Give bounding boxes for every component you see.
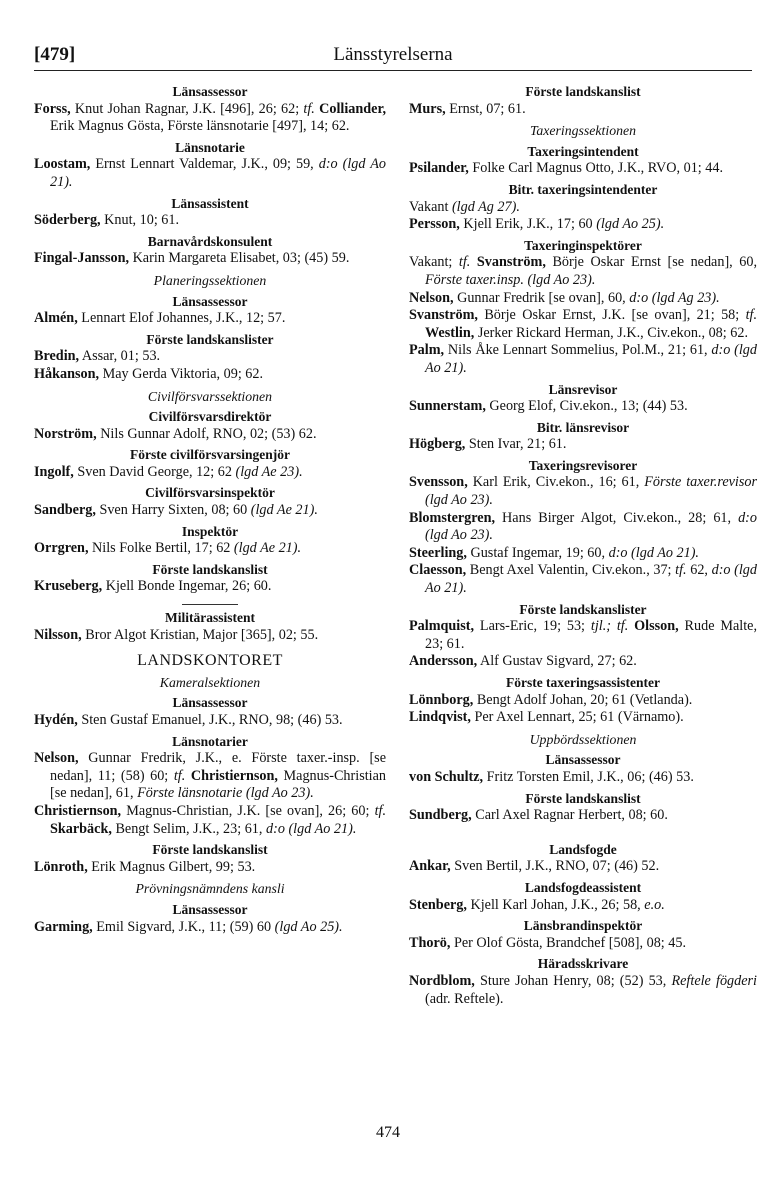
list-item: [409, 199, 757, 217]
section: [34, 841, 386, 876]
position-heading: Länsbrandinspektör: [523, 918, 643, 934]
person-name: Svanström,: [476, 254, 546, 271]
section: [34, 523, 386, 558]
list-item: [409, 216, 757, 234]
person-name: Colliander,: [319, 100, 386, 117]
section: [34, 733, 386, 839]
section: [409, 83, 757, 118]
acting-marker: tf.: [675, 562, 691, 579]
section: [34, 652, 386, 729]
entry-text: Folke Carl Magnus Otto, J.K., RVO, 01; 44.: [468, 160, 724, 177]
position-heading: Länsassessor: [545, 752, 621, 768]
person-name: Garming,: [34, 918, 93, 935]
left-column: [34, 80, 386, 939]
list-item: [409, 692, 757, 710]
person-name: Fingal-Jansson,: [34, 250, 130, 267]
entry-text: Per Olof Gösta, Brandchef [508], 08; 45.: [450, 934, 687, 951]
position-heading: Inspektör: [181, 523, 239, 539]
list-item: [409, 545, 757, 563]
entry-note: (lgd Ao 25).: [596, 216, 665, 233]
entry-text: Kjell Bonde Ingemar, 26; 60.: [102, 578, 272, 595]
position-heading: Förste landskanslister: [146, 331, 274, 347]
section: [34, 233, 386, 268]
page-number: 474: [376, 1124, 400, 1141]
spacer: [409, 828, 757, 838]
position-heading: Landsfogdeassistent: [524, 879, 642, 895]
entry-text: Bengt Selim, J.K., 23; 61,: [111, 820, 266, 837]
person-name: Almén,: [34, 310, 78, 327]
entry-text: Nils Folke Bertil, 17; 62: [88, 540, 234, 557]
entry-text: Magnus-Christian [se nedan], 61,: [50, 767, 386, 802]
list-item: [34, 803, 386, 838]
person-name: Nordblom,: [409, 972, 475, 989]
position-heading: Länsnotarie: [175, 139, 245, 155]
list-item: [34, 426, 386, 444]
list-item: [409, 510, 757, 545]
person-name: Nelson,: [34, 750, 79, 767]
section: [409, 457, 757, 598]
person-name: Svensson,: [409, 474, 468, 491]
position-heading: Militärassistent: [165, 610, 255, 626]
acting-marker: tf.: [303, 100, 320, 117]
list-item: [409, 973, 757, 1008]
position-heading: Länsassessor: [172, 84, 248, 99]
person-name: Persson,: [409, 216, 460, 233]
section: [409, 955, 757, 1008]
subsection-heading: Taxeringssektionen: [529, 123, 637, 139]
list-item: [34, 212, 386, 230]
position-heading: Förste landskanslist: [525, 790, 641, 806]
person-name: Bredin,: [34, 348, 80, 365]
section: [34, 484, 386, 519]
person-name: Norström,: [34, 425, 97, 442]
entry-text: Alf Gustav Sigvard, 27; 62.: [477, 653, 637, 670]
entry-text: Lars-Eric, 19; 53;: [474, 618, 591, 635]
entry-text: Sven Bertil, J.K., RNO, 07; (46) 52.: [450, 858, 660, 875]
entry-text: Sten Ivar, 21; 61.: [465, 436, 567, 453]
entry-text: Magnus-Christian, J.K. [se ovan], 26; 60;: [121, 802, 375, 819]
entry-note: d:o (lgd Ag 23).: [629, 289, 720, 306]
entry-text: Bengt Adolf Johan, 20; 61 (Vetlanda).: [473, 691, 693, 708]
position-heading: Förste landskanslist: [152, 561, 268, 577]
person-name: Palmquist,: [409, 618, 475, 635]
entry-text: Carl Axel Ragnar Herbert, 08; 60.: [471, 807, 668, 824]
entry-text: Sten Gustaf Emanuel, J.K., RNO, 98; (46) 53.: [77, 712, 343, 728]
list-item: [34, 919, 386, 937]
person-name: Lindqvist,: [409, 709, 471, 726]
entry-note: d:o (lgd Ao 23).: [425, 509, 757, 544]
position-heading: Förste landskanslist: [152, 842, 268, 858]
list-item: [34, 859, 386, 877]
entry-text: Börje Oskar Ernst [se nedan], 60,: [545, 254, 758, 271]
entry-text: Georg Elof, Civ.ekon., 13; (44) 53.: [485, 398, 688, 415]
person-name: Nilsson,: [34, 626, 82, 643]
section: [409, 828, 757, 876]
entry-text: Nils Gunnar Adolf, RNO, 02; (53) 62.: [96, 425, 317, 442]
section: [409, 674, 757, 727]
entry-text: Ernst, 07; 61.: [445, 100, 526, 117]
list-item: [34, 366, 386, 384]
position-heading: Landsfogde: [549, 841, 617, 857]
list-item: [34, 627, 386, 645]
person-name: Håkanson,: [34, 365, 100, 382]
entry-note: d:o (lgd Ao 21).: [425, 342, 757, 376]
section: [409, 790, 757, 825]
entry-text: Kjell Karl Johan, J.K., 26; 58,: [466, 896, 645, 913]
entry-text: Vakant;: [409, 254, 459, 271]
person-name: Lönroth,: [34, 858, 88, 875]
entry-note: Förste länsnotarie (lgd Ao 23).: [137, 785, 314, 802]
list-item: [409, 769, 757, 787]
entry-note: (lgd Ae 23).: [235, 463, 303, 480]
entry-text: (adr. Reftele).: [425, 990, 504, 1007]
section: [34, 83, 386, 136]
list-item: [34, 348, 386, 366]
office-heading: LANDSKONTORET: [137, 652, 283, 670]
entry-text: Gunnar Fredrik [se ovan], 60,: [453, 289, 630, 306]
position-heading: Förste landskanslist: [525, 84, 641, 99]
list-item: [409, 562, 757, 597]
entry-text: Rude Malte, 23; 61.: [425, 618, 757, 652]
person-name: Svanström,: [409, 307, 478, 324]
entry-text: Jerker Rickard Herman, J.K., Civ.ekon., 08; 62.: [474, 324, 748, 341]
section: [409, 879, 757, 914]
section: [409, 601, 757, 671]
section: [409, 181, 757, 234]
section: [34, 561, 386, 596]
person-name: Ankar,: [409, 858, 451, 875]
person-name: Loostam,: [34, 156, 91, 173]
person-name: Christiernson,: [34, 802, 122, 819]
section: [409, 731, 757, 787]
person-name: von Schultz,: [409, 768, 484, 785]
position-heading: Bitr. länsrevisor: [536, 419, 630, 435]
person-name: Blomstergren,: [409, 509, 496, 526]
list-item: [409, 290, 757, 308]
acting-marker: tf.: [173, 767, 191, 784]
entry-note: (lgd Ao 25).: [274, 918, 343, 935]
list-item: [34, 101, 386, 136]
entry-text: Bror Algot Kristian, Major [365], 02; 55.: [81, 626, 319, 643]
list-item: [409, 807, 757, 825]
list-item: [34, 540, 386, 558]
person-name: Thorö,: [409, 934, 451, 951]
list-item: [34, 156, 386, 191]
person-name: Westlin,: [425, 324, 475, 341]
person-name: Hydén,: [34, 712, 78, 728]
list-item: [34, 250, 386, 268]
position-heading: Länsassistent: [171, 195, 249, 211]
person-name: Orrgren,: [34, 540, 89, 557]
list-item: [34, 712, 386, 730]
list-item: [409, 935, 757, 953]
entry-text: Börje Oskar Ernst, J.K. [se ovan], 21; 58;: [477, 307, 746, 324]
entry-text: Knut, 10; 61.: [100, 212, 180, 229]
person-name: Kruseberg,: [34, 578, 103, 595]
header-rule: [34, 70, 752, 71]
list-item: [34, 310, 386, 328]
entry-text: Karl Erik, Civ.ekon., 16; 61,: [467, 474, 645, 491]
entry-text: Lennart Elof Johannes, J.K., 12; 57.: [77, 310, 286, 327]
subsection-heading: Planeringssektionen: [153, 272, 267, 288]
person-name: Palm,: [409, 342, 445, 359]
person-name: Murs,: [409, 100, 446, 117]
list-item: [409, 307, 757, 342]
entry-note: d:o (lgd Ao 21).: [608, 544, 699, 561]
entry-note: d:o (lgd Ao 21).: [425, 562, 757, 597]
entry-text: Vakant: [409, 198, 452, 215]
list-item: [409, 101, 757, 119]
section: [34, 195, 386, 230]
entry-text: Ernst Lennart Valdemar, J.K., 09; 59,: [90, 156, 319, 173]
list-item: [34, 464, 386, 482]
subsection-heading: Kameralsektionen: [159, 674, 261, 690]
entry-text: May Gerda Viktoria, 09; 62.: [99, 365, 264, 382]
position-heading: Förste landskanslister: [519, 601, 647, 617]
person-name: Lönnborg,: [409, 691, 474, 708]
position-heading: Barnavårdskonsulent: [147, 233, 273, 249]
entry-text: Gunnar Fredrik, J.K., e. Förste taxer.-insp. [se nedan], 11; (58) 60;: [50, 750, 386, 784]
person-name: Andersson,: [409, 653, 478, 670]
entry-text: Sture Johan Henry, 08; (52) 53,: [474, 972, 672, 989]
entry-note: (lgd Ag 27).: [451, 198, 520, 215]
position-heading: Civilförsvarsinspektör: [145, 485, 275, 501]
person-name: Högberg,: [409, 436, 466, 453]
position-heading: Förste civilförsvarsingenjör: [129, 447, 291, 463]
entry-note: (lgd Ae 21).: [233, 540, 302, 557]
running-title: Länsstyrelserna: [333, 44, 453, 65]
list-item: [409, 653, 757, 671]
list-item: [409, 342, 757, 377]
separator-rule: [182, 604, 238, 605]
entry-note: Förste taxer.insp. (lgd Ao 23).: [425, 271, 596, 288]
position-heading: Länsassessor: [172, 695, 248, 711]
list-item: [409, 160, 757, 178]
person-name: Sundberg,: [409, 807, 472, 824]
section: [409, 419, 757, 454]
list-item: [409, 474, 757, 509]
entry-text: Erik Magnus Gösta, Förste länsnotarie [497], 14; 62.: [50, 118, 350, 135]
entry-text: Nils Åke Lennart Sommelius, Pol.M., 21; 61,: [444, 342, 712, 359]
person-name: Söderberg,: [34, 212, 101, 229]
section: [34, 272, 386, 328]
position-heading: Taxeringsintendent: [527, 143, 639, 159]
position-heading: Länsrevisor: [548, 381, 618, 397]
list-item: [409, 618, 757, 653]
person-name: Ingolf,: [34, 463, 74, 480]
right-column: [409, 80, 757, 1011]
position-heading: Taxeringinspektörer: [524, 237, 642, 253]
list-item: [409, 436, 757, 454]
list-item: [409, 709, 757, 727]
person-name: Sunnerstam,: [409, 398, 486, 415]
entry-note: e.o.: [644, 896, 665, 913]
list-item: [34, 750, 386, 803]
entry-text: Knut Johan Ragnar, J.K. [496], 26; 62;: [70, 100, 304, 117]
section: [34, 388, 386, 444]
page-header: [34, 44, 752, 68]
section: [34, 446, 386, 481]
position-heading: Länsassessor: [172, 293, 248, 309]
position-heading: Länsassessor: [172, 901, 248, 917]
entry-text: Sven David George, 12; 62: [73, 463, 236, 480]
acting-marker: tf.: [374, 802, 386, 819]
entry-text: Karin Margareta Elisabet, 03; (45) 59.: [129, 250, 350, 267]
entry-text: Gustaf Ingemar, 19; 60,: [466, 544, 609, 561]
section: [34, 880, 386, 936]
subsection-heading: Prövningsnämndens kansli: [135, 881, 285, 897]
position-heading: Civilförsvarsdirektör: [148, 409, 272, 425]
position-heading: Bitr. taxeringsintendenter: [508, 181, 658, 197]
entry-text: 62,: [690, 562, 712, 579]
section: [409, 237, 757, 378]
entry-note: (lgd Ae 21).: [250, 502, 318, 519]
section-number: [479]: [34, 44, 76, 65]
entry-note: d:o (lgd Ao 21).: [266, 820, 357, 837]
section: [34, 604, 386, 644]
person-name: Claesson,: [409, 562, 467, 579]
list-item: [34, 578, 386, 596]
acting-marker: tf.: [458, 254, 477, 271]
section: [409, 917, 757, 952]
entry-text: Hans Birger Algot, Civ.ekon., 28; 61,: [495, 509, 739, 526]
person-name: Steerling,: [409, 544, 467, 561]
entry-text: Erik Magnus Gilbert, 99; 53.: [87, 858, 256, 875]
subsection-heading: Civilförsvarssektionen: [147, 388, 273, 404]
acting-marker: tjl.; tf.: [590, 618, 635, 635]
list-item: [409, 254, 757, 289]
list-item: [409, 858, 757, 876]
entry-text: Sven Harry Sixten, 08; 60: [95, 502, 251, 519]
entry-note: Reftele fögderi: [671, 972, 757, 989]
position-heading: Förste taxeringsassistenter: [505, 675, 661, 690]
list-item: [409, 398, 757, 416]
position-heading: Taxeringsrevisorer: [528, 457, 638, 473]
position-heading: Häradsskrivare: [537, 956, 629, 972]
acting-marker: tf.: [745, 307, 757, 324]
entry-text: Assar, 01; 53.: [79, 348, 161, 365]
section: [409, 122, 757, 178]
entry-text: Per Axel Lennart, 25; 61 (Värnamo).: [470, 709, 684, 726]
person-name: Psilander,: [409, 160, 469, 177]
section: [34, 331, 386, 384]
entry-text: Fritz Torsten Emil, J.K., 06; (46) 53.: [483, 768, 694, 785]
person-name: Skarbäck,: [50, 820, 112, 837]
person-name: Sandberg,: [34, 502, 96, 519]
person-name: Stenberg,: [409, 896, 467, 913]
person-name: Nelson,: [409, 289, 454, 306]
person-name: Forss,: [34, 100, 71, 117]
person-name: Christiernson,: [190, 767, 278, 784]
entry-text: Bengt Axel Valentin, Civ.ekon., 37;: [466, 562, 676, 579]
list-item: [409, 897, 757, 915]
subsection-heading: Uppbördssektionen: [529, 731, 637, 747]
list-item: [34, 502, 386, 520]
position-heading: Länsnotarier: [172, 733, 248, 749]
person-name: Olsson,: [634, 618, 679, 635]
entry-text: Kjell Erik, J.K., 17; 60: [459, 216, 597, 233]
section: [34, 139, 386, 192]
entry-text: Emil Sigvard, J.K., 11; (59) 60: [92, 918, 275, 935]
section: [409, 381, 757, 416]
entry-note: d:o (lgd Ao 21).: [50, 156, 386, 190]
entry-note: Förste taxer.revisor (lgd Ao 23).: [425, 474, 757, 509]
